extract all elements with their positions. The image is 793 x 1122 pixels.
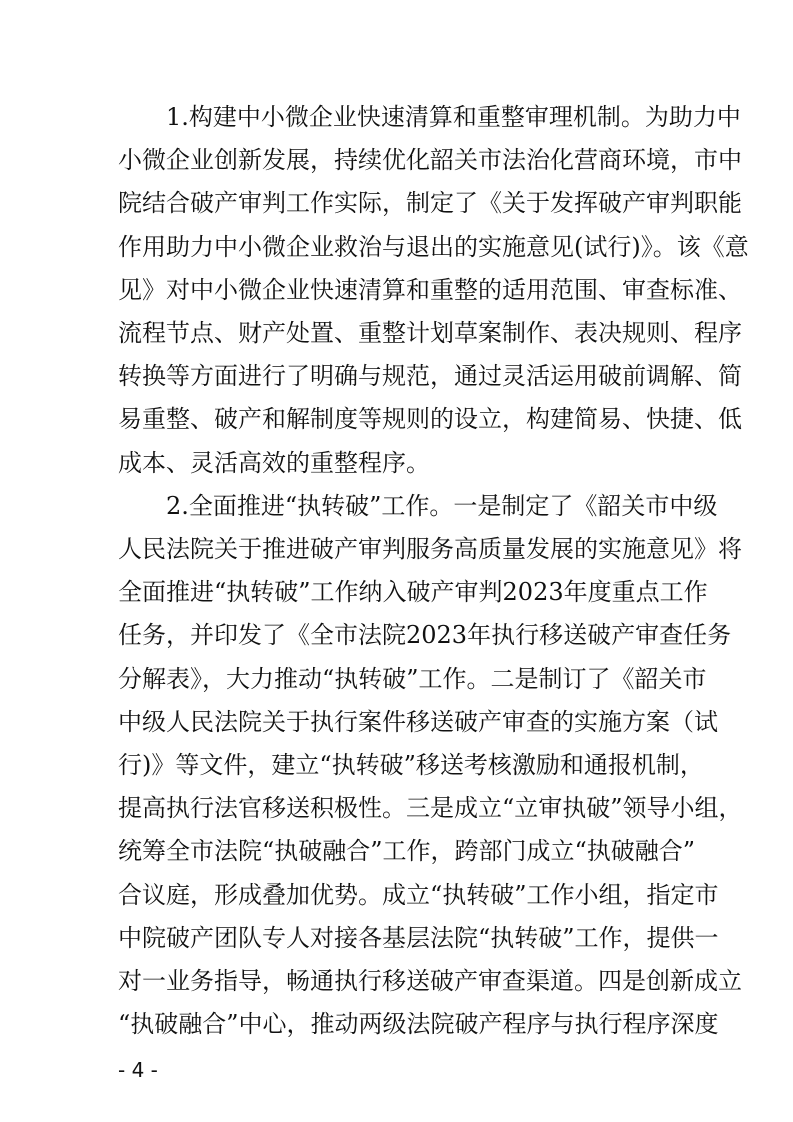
paragraph-1-line-9: 成本、灵活高效的重整程序。 <box>118 448 430 477</box>
paragraph-2-line-12: 对一业务指导，畅通执行移送破产审查渠道。四是创新成立 <box>118 967 742 995</box>
paragraph-1-line-5: 见》对中小微企业快速清算和重整的适用范围、审查标准、 <box>118 275 742 304</box>
paragraph-1-line-4: 作用助力中小微企业救治与退出的实施意见(试行)》。该《意 <box>118 232 749 261</box>
paragraph-2-line-4: 任务，并印发了《全市法院2023年执行移送破产审查任务 <box>118 621 732 650</box>
paragraph-2-line-11: 中院破产团队专人对接各基层法院“执转破”工作，提供一 <box>118 923 719 952</box>
paragraph-1-line-8: 易重整、破产和解制度等规则的设立，构建简易、快捷、低 <box>118 405 742 434</box>
paragraph-2-line-2: 人民法院关于推进破产审判服务高质量发展的实施意见》将 <box>118 535 742 563</box>
paragraph-1-line-7: 转换等方面进行了明确与规范，通过灵活运用破前调解、简 <box>118 362 742 391</box>
paragraph-2-line-9: 统筹全市法院“执破融合”工作，跨部门成立“执破融合” <box>118 837 696 866</box>
paragraph-2-line-3: 全面推进“执转破”工作纳入破产审判2023年度重点工作 <box>118 578 708 607</box>
paragraph-2-line-10: 合议庭，形成叠加优势。成立“执转破”工作小组，指定市 <box>118 880 719 909</box>
page-number: - 4 - <box>118 1058 158 1083</box>
paragraph-2-line-13: “执破融合”中心，推动两级法院破产程序与执行程序深度 <box>118 1010 719 1039</box>
paragraph-1-line-2: 小微企业创新发展，持续优化韶关市法治化营商环境，市中 <box>118 146 742 175</box>
paragraph-2-line-6: 中级人民法院关于执行案件移送破产审查的实施方案（试 <box>118 707 718 736</box>
paragraph-2-line-5: 分解表》，大力推动“执转破”工作。二是制订了《韶关市 <box>118 664 707 693</box>
paragraph-1-line-1: 1.构建中小微企业快速清算和重整审理机制。为助力中 <box>166 103 741 131</box>
paragraph-1-line-6: 流程节点、财产处置、重整计划草案制作、表决规则、程序 <box>118 319 742 347</box>
paragraph-1-line-3: 院结合破产审判工作实际，制定了《关于发挥破产审判职能 <box>118 189 742 218</box>
paragraph-2-line-8: 提高执行法官移送积极性。三是成立“立审执破”领导小组， <box>118 794 743 823</box>
paragraph-2-line-7: 行)》等文件，建立“执转破”移送考核激励和通报机制， <box>118 751 704 779</box>
paragraph-2-line-1: 2.全面推进“执转破”工作。一是制定了《韶关市中级 <box>166 491 718 520</box>
